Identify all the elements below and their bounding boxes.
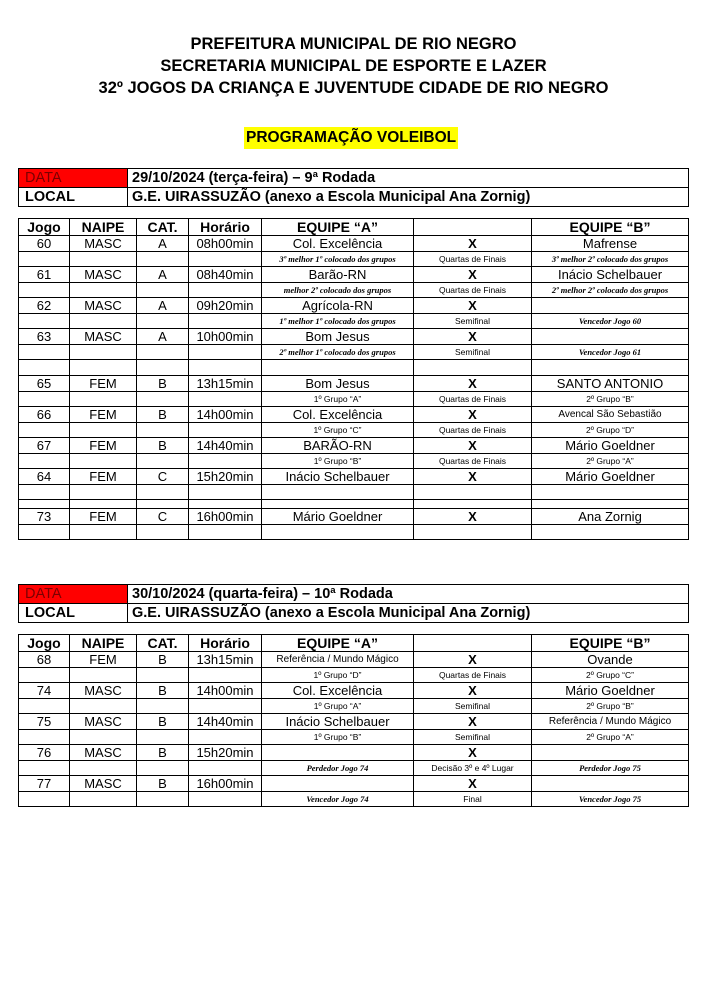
empty-cell <box>137 283 189 298</box>
team-a <box>262 745 414 761</box>
game-category: A <box>137 267 189 283</box>
team-b-origin <box>532 525 689 540</box>
team-b-origin: Vencedor Jogo 61 <box>532 345 689 360</box>
game-category: B <box>137 652 189 668</box>
col-header-horario: Horário <box>189 635 262 652</box>
game-naipe: FEM <box>70 376 137 392</box>
versus-x: X <box>414 509 532 525</box>
empty-cell <box>189 360 262 376</box>
game-row <box>19 509 689 525</box>
game-phase <box>414 485 532 500</box>
versus-x: X <box>414 745 532 761</box>
empty-cell <box>189 525 262 540</box>
team-b: Ovande <box>532 652 689 668</box>
empty-cell <box>189 454 262 469</box>
empty-cell <box>19 668 70 683</box>
day1-info-table <box>18 168 689 207</box>
game-row <box>19 714 689 730</box>
empty-cell <box>189 485 262 500</box>
team-b-origin: 3º melhor 2º colocado dos grupos <box>532 252 689 267</box>
team-a-origin <box>262 525 414 540</box>
game-category: B <box>137 376 189 392</box>
game-sub-row <box>19 761 689 776</box>
game-row <box>19 298 689 314</box>
empty-cell <box>189 668 262 683</box>
empty-cell <box>137 761 189 776</box>
game-phase: Decisão 3º e 4º Lugar <box>414 761 532 776</box>
empty-cell <box>189 252 262 267</box>
game-time: 16h00min <box>189 509 262 525</box>
game-naipe: MASC <box>70 745 137 761</box>
game-phase: Semifinal <box>414 730 532 745</box>
team-a-origin: 1º Grupo “A” <box>262 699 414 714</box>
game-number: 62 <box>19 298 70 314</box>
game-phase: Quartas de Finais <box>414 392 532 407</box>
empty-cell <box>414 360 532 376</box>
game-category: A <box>137 298 189 314</box>
empty-cell <box>137 252 189 267</box>
empty-cell <box>19 345 70 360</box>
game-row <box>19 438 689 454</box>
col-header-jogo: Jogo <box>19 635 70 652</box>
game-row <box>19 236 689 252</box>
empty-cell <box>19 730 70 745</box>
empty-cell <box>70 252 137 267</box>
team-a: Col. Excelência <box>262 407 414 423</box>
game-row <box>19 776 689 792</box>
game-number: 77 <box>19 776 70 792</box>
data-label: DATA <box>19 585 128 604</box>
empty-cell <box>19 392 70 407</box>
game-number: 66 <box>19 407 70 423</box>
empty-cell <box>137 792 189 807</box>
game-naipe: FEM <box>70 438 137 454</box>
team-b-origin: Vencedor Jogo 75 <box>532 792 689 807</box>
team-a-origin: 1º melhor 1º colocado dos grupos <box>262 314 414 329</box>
empty-cell <box>137 360 189 376</box>
game-naipe: MASC <box>70 776 137 792</box>
game-sub-row <box>19 345 689 360</box>
empty-cell <box>19 454 70 469</box>
empty-cell <box>19 314 70 329</box>
empty-cell <box>189 500 262 509</box>
empty-cell <box>262 500 414 509</box>
game-time: 13h15min <box>189 376 262 392</box>
game-time: 15h20min <box>189 745 262 761</box>
local-label: LOCAL <box>19 604 128 623</box>
team-b-origin <box>532 485 689 500</box>
team-a-origin: 1º Grupo “C” <box>262 423 414 438</box>
game-category: B <box>137 776 189 792</box>
game-phase: Quartas de Finais <box>414 283 532 298</box>
team-b: Mafrense <box>532 236 689 252</box>
col-header-jogo: Jogo <box>19 219 70 236</box>
game-sub-row <box>19 392 689 407</box>
empty-cell <box>70 485 137 500</box>
empty-cell <box>70 314 137 329</box>
team-a: Referência / Mundo Mágico <box>262 652 414 668</box>
team-a-origin: Vencedor Jogo 74 <box>262 792 414 807</box>
team-a-origin: Perdedor Jogo 74 <box>262 761 414 776</box>
game-time: 10h00min <box>189 329 262 345</box>
day2-local: G.E. UIRASSUZÃO (anexo a Escola Municipal Ana Zornig) <box>128 604 689 623</box>
title-line-3: 32º JOGOS DA CRIANÇA E JUVENTUDE CIDADE DE RIO NEGRO <box>98 79 609 97</box>
team-a: Col. Excelência <box>262 683 414 699</box>
empty-cell <box>137 454 189 469</box>
versus-x: X <box>414 776 532 792</box>
empty-cell <box>137 668 189 683</box>
team-a: Mário Goeldner <box>262 509 414 525</box>
game-row <box>19 652 689 668</box>
spacer-row <box>19 500 689 509</box>
day2-games-table <box>18 634 689 807</box>
game-row <box>19 683 689 699</box>
game-number: 76 <box>19 745 70 761</box>
empty-cell <box>70 454 137 469</box>
team-b: Ana Zornig <box>532 509 689 525</box>
game-time: 13h15min <box>189 652 262 668</box>
empty-cell <box>262 360 414 376</box>
empty-cell <box>137 392 189 407</box>
game-naipe: FEM <box>70 407 137 423</box>
day2-date: 30/10/2024 (quarta-feira) – 10ª Rodada <box>128 585 689 604</box>
team-b-origin: 2º Grupo “B” <box>532 699 689 714</box>
game-naipe: MASC <box>70 329 137 345</box>
game-time: 09h20min <box>189 298 262 314</box>
empty-cell <box>137 314 189 329</box>
game-time: 14h40min <box>189 438 262 454</box>
team-b-origin: 2º Grupo “A” <box>532 454 689 469</box>
empty-cell <box>189 392 262 407</box>
empty-cell <box>70 500 137 509</box>
game-category: A <box>137 329 189 345</box>
team-a: Col. Excelência <box>262 236 414 252</box>
game-row <box>19 329 689 345</box>
col-header-equipe-b: EQUIPE “B” <box>532 219 689 236</box>
team-b: Mário Goeldner <box>532 438 689 454</box>
empty-cell <box>137 423 189 438</box>
game-row <box>19 407 689 423</box>
empty-cell <box>19 792 70 807</box>
empty-cell <box>70 423 137 438</box>
team-b-origin: 2º Grupo “C” <box>532 668 689 683</box>
game-number: 74 <box>19 683 70 699</box>
col-header-naipe: NAIPE <box>70 219 137 236</box>
col-header-cat: CAT. <box>137 219 189 236</box>
game-time: 16h00min <box>189 776 262 792</box>
empty-cell <box>19 485 70 500</box>
versus-x: X <box>414 438 532 454</box>
game-phase <box>414 525 532 540</box>
empty-cell <box>532 360 689 376</box>
empty-cell <box>70 392 137 407</box>
game-time: 08h40min <box>189 267 262 283</box>
empty-cell <box>189 730 262 745</box>
game-sub-row <box>19 668 689 683</box>
col-header-cat: CAT. <box>137 635 189 652</box>
empty-cell <box>19 525 70 540</box>
team-a: Inácio Schelbauer <box>262 469 414 485</box>
game-phase: Quartas de Finais <box>414 668 532 683</box>
game-category: C <box>137 509 189 525</box>
game-sub-row <box>19 730 689 745</box>
empty-cell <box>70 345 137 360</box>
empty-cell <box>70 525 137 540</box>
game-time: 08h00min <box>189 236 262 252</box>
game-naipe: MASC <box>70 267 137 283</box>
day1-games-table <box>18 218 689 540</box>
empty-cell <box>137 345 189 360</box>
game-number: 63 <box>19 329 70 345</box>
empty-cell <box>70 668 137 683</box>
title-line-1: PREFEITURA MUNICIPAL DE RIO NEGRO <box>190 35 517 53</box>
game-phase: Semifinal <box>414 314 532 329</box>
versus-x: X <box>414 683 532 699</box>
game-phase: Quartas de Finais <box>414 423 532 438</box>
team-b-origin: 2º Grupo “B” <box>532 392 689 407</box>
col-header-horario: Horário <box>189 219 262 236</box>
empty-cell <box>189 792 262 807</box>
versus-x: X <box>414 329 532 345</box>
empty-cell <box>19 252 70 267</box>
team-b-origin: Perdedor Jogo 75 <box>532 761 689 776</box>
empty-cell <box>137 485 189 500</box>
game-phase: Final <box>414 792 532 807</box>
empty-cell <box>70 730 137 745</box>
versus-x: X <box>414 714 532 730</box>
table-header-row <box>19 219 689 236</box>
game-sub-row <box>19 792 689 807</box>
game-sub-row <box>19 314 689 329</box>
empty-cell <box>19 423 70 438</box>
game-phase: Semifinal <box>414 699 532 714</box>
team-b <box>532 329 689 345</box>
team-a <box>262 776 414 792</box>
team-a-origin: 1º Grupo “B” <box>262 454 414 469</box>
game-row <box>19 469 689 485</box>
empty-cell <box>189 423 262 438</box>
game-naipe: MASC <box>70 236 137 252</box>
game-time: 14h00min <box>189 407 262 423</box>
empty-cell <box>70 792 137 807</box>
team-b: Referência / Mundo Mágico <box>532 714 689 730</box>
game-sub-row <box>19 485 689 500</box>
team-a: Barão-RN <box>262 267 414 283</box>
game-category: B <box>137 683 189 699</box>
team-b-origin: 2º melhor 2º colocado dos grupos <box>532 283 689 298</box>
game-phase: Semifinal <box>414 345 532 360</box>
game-category: C <box>137 469 189 485</box>
empty-cell <box>414 500 532 509</box>
team-b: Inácio Schelbauer <box>532 267 689 283</box>
game-sub-row <box>19 423 689 438</box>
game-sub-row <box>19 699 689 714</box>
col-header-equipe-b: EQUIPE “B” <box>532 635 689 652</box>
empty-cell <box>189 283 262 298</box>
team-b-origin: Vencedor Jogo 60 <box>532 314 689 329</box>
team-a: BARÃO-RN <box>262 438 414 454</box>
game-category: B <box>137 714 189 730</box>
game-sub-row <box>19 252 689 267</box>
game-category: B <box>137 407 189 423</box>
empty-cell <box>189 314 262 329</box>
versus-x: X <box>414 298 532 314</box>
game-naipe: FEM <box>70 469 137 485</box>
versus-x: X <box>414 469 532 485</box>
data-label: DATA <box>19 169 128 188</box>
spacer-row <box>19 360 689 376</box>
empty-cell <box>70 360 137 376</box>
game-naipe: MASC <box>70 714 137 730</box>
team-b <box>532 745 689 761</box>
game-category: B <box>137 438 189 454</box>
versus-x: X <box>414 407 532 423</box>
col-header-vs <box>414 219 532 236</box>
col-header-vs <box>414 635 532 652</box>
team-a: Agrícola-RN <box>262 298 414 314</box>
col-header-naipe: NAIPE <box>70 635 137 652</box>
empty-cell <box>19 761 70 776</box>
game-number: 65 <box>19 376 70 392</box>
team-b: Mário Goeldner <box>532 469 689 485</box>
day2-info-table <box>18 584 689 623</box>
game-naipe: MASC <box>70 298 137 314</box>
game-number: 64 <box>19 469 70 485</box>
empty-cell <box>70 699 137 714</box>
game-phase: Quartas de Finais <box>414 454 532 469</box>
table-header-row <box>19 635 689 652</box>
team-b: Avencal São Sebastião <box>532 407 689 423</box>
empty-cell <box>189 699 262 714</box>
game-number: 75 <box>19 714 70 730</box>
team-a-origin: 2º melhor 1º colocado dos grupos <box>262 345 414 360</box>
game-sub-row <box>19 283 689 298</box>
team-a-origin: 1º Grupo “B” <box>262 730 414 745</box>
game-number: 67 <box>19 438 70 454</box>
team-b <box>532 298 689 314</box>
team-b: Mário Goeldner <box>532 683 689 699</box>
game-naipe: FEM <box>70 652 137 668</box>
game-row <box>19 267 689 283</box>
empty-cell <box>19 283 70 298</box>
game-row <box>19 376 689 392</box>
game-time: 14h00min <box>189 683 262 699</box>
versus-x: X <box>414 652 532 668</box>
versus-x: X <box>414 267 532 283</box>
game-time: 15h20min <box>189 469 262 485</box>
game-number: 61 <box>19 267 70 283</box>
game-number: 60 <box>19 236 70 252</box>
empty-cell <box>137 500 189 509</box>
team-a-origin: 1º Grupo “A” <box>262 392 414 407</box>
team-b: SANTO ANTONIO <box>532 376 689 392</box>
versus-x: X <box>414 236 532 252</box>
empty-cell <box>137 699 189 714</box>
day1-date: 29/10/2024 (terça-feira) – 9ª Rodada <box>128 169 689 188</box>
game-number: 73 <box>19 509 70 525</box>
title-line-2: SECRETARIA MUNICIPAL DE ESPORTE E LAZER <box>160 57 547 75</box>
team-a: Bom Jesus <box>262 376 414 392</box>
team-a: Bom Jesus <box>262 329 414 345</box>
game-phase: Quartas de Finais <box>414 252 532 267</box>
team-a-origin: melhor 2º colocado dos grupos <box>262 283 414 298</box>
col-header-equipe-a: EQUIPE “A” <box>262 635 414 652</box>
game-sub-row <box>19 525 689 540</box>
versus-x: X <box>414 376 532 392</box>
game-time: 14h40min <box>189 714 262 730</box>
game-sub-row <box>19 454 689 469</box>
team-b <box>532 776 689 792</box>
team-b-origin: 2º Grupo “D” <box>532 423 689 438</box>
game-category: A <box>137 236 189 252</box>
day1-local: G.E. UIRASSUZÃO (anexo a Escola Municipal Ana Zornig) <box>128 188 689 207</box>
empty-cell <box>70 761 137 776</box>
game-row <box>19 745 689 761</box>
programacao-title: PROGRAMAÇÃO VOLEIBOL <box>244 127 458 149</box>
empty-cell <box>189 761 262 776</box>
game-naipe: MASC <box>70 683 137 699</box>
empty-cell <box>137 730 189 745</box>
local-label: LOCAL <box>19 188 128 207</box>
col-header-equipe-a: EQUIPE “A” <box>262 219 414 236</box>
empty-cell <box>189 345 262 360</box>
team-a-origin: 1º Grupo “D” <box>262 668 414 683</box>
game-number: 68 <box>19 652 70 668</box>
empty-cell <box>19 500 70 509</box>
empty-cell <box>532 500 689 509</box>
team-a-origin <box>262 485 414 500</box>
team-b-origin: 2º Grupo “A” <box>532 730 689 745</box>
empty-cell <box>137 525 189 540</box>
empty-cell <box>70 283 137 298</box>
team-a-origin: 3º melhor 1º colocado dos grupos <box>262 252 414 267</box>
game-category: B <box>137 745 189 761</box>
team-a: Inácio Schelbauer <box>262 714 414 730</box>
empty-cell <box>19 699 70 714</box>
game-naipe: FEM <box>70 509 137 525</box>
empty-cell <box>19 360 70 376</box>
